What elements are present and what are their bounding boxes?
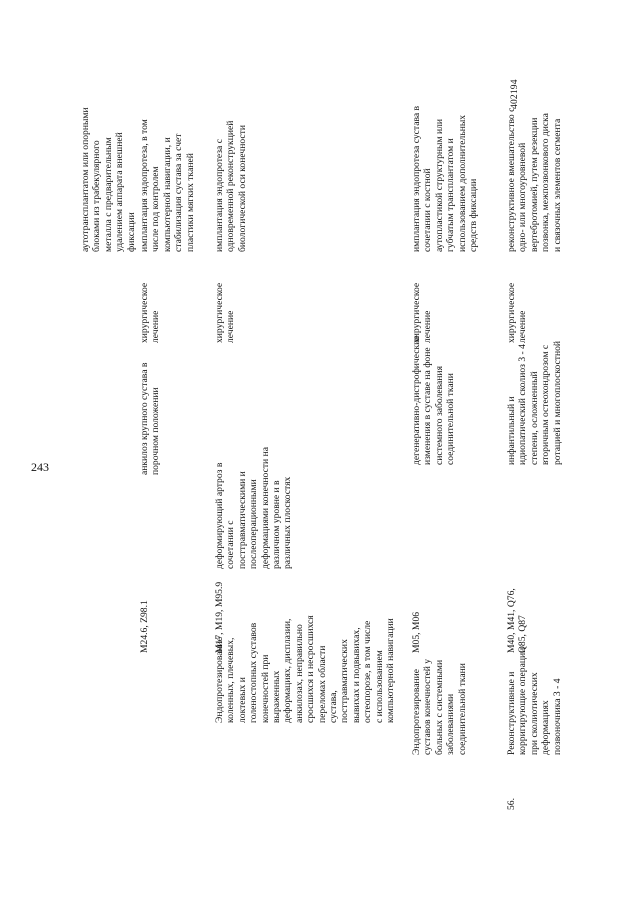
row-codes: M17, M19, M95.9: [214, 581, 225, 653]
row-codes: M40, M41, Q76, Q85, Q87: [506, 588, 529, 653]
row-method: реконструктивное вмешательство с одно- или многоуровневой вертебротомией, путем резекции позвонка, межпозвонкового диска и связочных элементов сегмента: [506, 107, 563, 252]
page-number: 243: [31, 460, 49, 474]
row-model: дегенеративно-дистрофические изменения в суставе на фоне системного заболевания соединительной ткани: [411, 335, 457, 465]
row-model: анкилоз крупного сустава в порочном положении: [139, 362, 162, 475]
row-codes: M05, M06: [411, 611, 422, 653]
row-name: Реконструктивные и корригирующие операции при сколиотических деформациях позвоночника 3 - 4: [506, 647, 563, 755]
row-treatment: хирургическое лечение: [139, 282, 162, 343]
row-method: имплантация эндопротеза, в том числе под контролем компьютерной навигации, и стабилизация сустава за счет пластики мягких тканей: [139, 119, 196, 252]
row-name: Эндопротезирование коленных, плечевых, локтевых и голеностопных суставов конечностей при выраженных деформациях, дисплазии, анкилозах, неправильно сросшихся и несросшихся переломах области сустава, посттравматических вывихах и подвывихах, остеопорозе, в том числе с использованием компьютерной навигации: [214, 615, 397, 723]
row-treatment: хирургическое лечение: [214, 282, 237, 343]
row-model: деформирующий артроз в сочетании с посттравматическими и послеоперационными деформациями конечности на различном уровне и в различных плоскостях: [214, 447, 294, 569]
row-method: имплантация эндопротеза с одновременной реконструкцией биологической оси конечности: [214, 120, 248, 252]
row-model: инфантильный и идиопатический сколиоз 3 - 4 степени, осложненный вторичным остеохондрозом с ротацией и многоплоскостной: [506, 340, 563, 465]
document-id: 402194: [510, 79, 520, 109]
row-number: 56.: [506, 798, 517, 810]
row-method: имплантация эндопротеза сустава в сочетании с костной аутопластикой структурным или губчатым трансплантатом и использованием дополнительных средств фиксации: [411, 105, 480, 252]
row-method-continued: аутотрансплантатом или опорными блоками из трабекулярного металла с предварительным удалением аппарата внешней фиксации: [80, 107, 137, 252]
row-codes: M24.6, Z98.1: [139, 600, 150, 653]
row-treatment: хирургическое лечение: [506, 282, 529, 343]
row-treatment: хирургическое лечение: [411, 282, 434, 343]
row-name: Эндопротезирование суставов конечностей у больных с системными заболеваниями соединительной ткани: [411, 658, 468, 755]
